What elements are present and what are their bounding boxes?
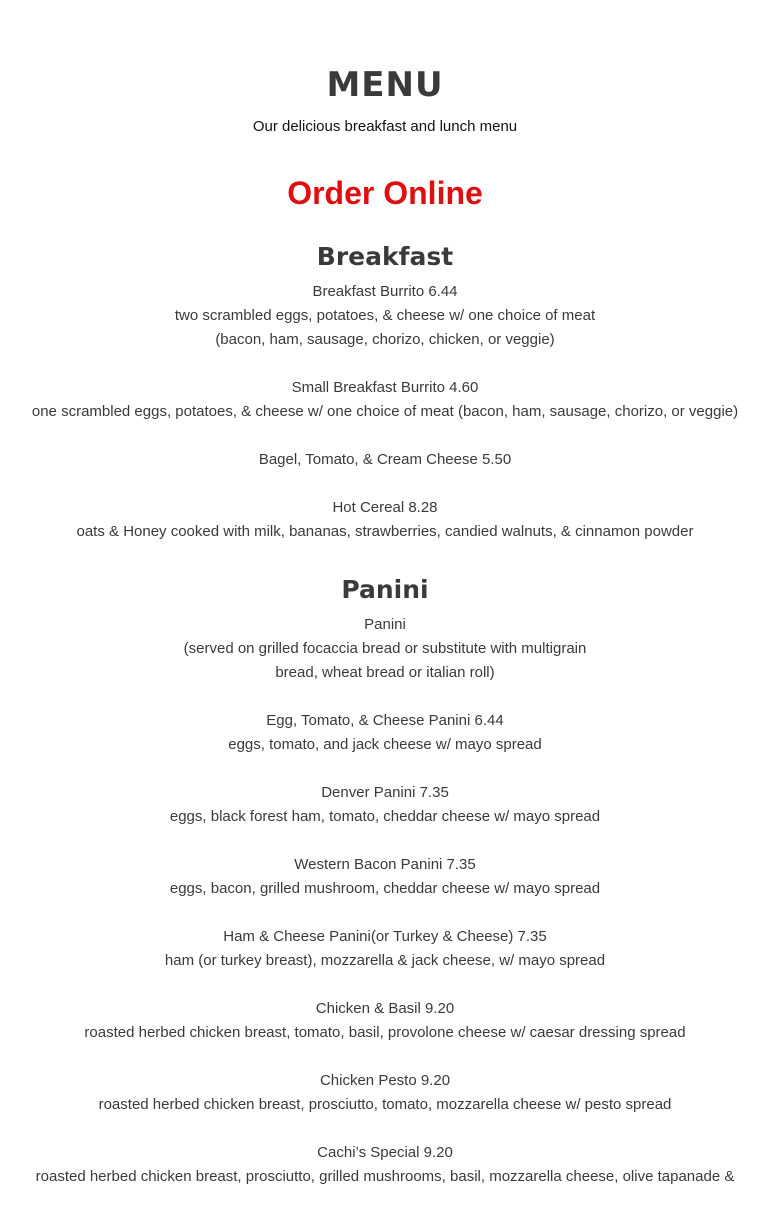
section-title: Panini	[341, 575, 429, 604]
menu-item-name: Ham & Cheese Panini(or Turkey & Cheese) 7.35	[223, 928, 547, 945]
menu-item-name: Cachi’s Special 9.20	[317, 1144, 453, 1161]
menu-item-name: Bagel, Tomato, & Cream Cheese 5.50	[258, 451, 512, 468]
menu-item	[0, 496, 770, 544]
menu-item	[0, 709, 770, 757]
menu-item	[0, 613, 770, 685]
menu-item	[0, 781, 770, 829]
menu-item-description: roasted herbed chicken breast, prosciutto, grilled mushrooms, basil, mozzarella cheese, olive tapanade &	[35, 1168, 735, 1185]
menu-item-description: eggs, black forest ham, tomato, cheddar cheese w/ mayo spread	[169, 808, 601, 825]
menu-item	[0, 448, 770, 472]
menu-item-name: Hot Cereal 8.28	[332, 499, 438, 516]
menu-item-name: Denver Panini 7.35	[321, 784, 449, 801]
menu-item-description: one scrambled eggs, potatoes, & cheese w/ one choice of meat (bacon, ham, sausage, chorizo, or veggie)	[31, 403, 739, 420]
menu-item	[0, 925, 770, 973]
page-title: MENU	[326, 65, 444, 105]
menu-item	[0, 1141, 770, 1189]
menu-item-name: Western Bacon Panini 7.35	[294, 856, 476, 873]
menu-item-name: Small Breakfast Burrito 4.60	[291, 379, 479, 396]
menu-item-list	[0, 280, 770, 544]
menu-item-description: (bacon, ham, sausage, chorizo, chicken, or veggie)	[215, 331, 555, 348]
section-breakfast	[0, 240, 770, 568]
menu-item	[0, 1069, 770, 1117]
menu-item	[0, 997, 770, 1045]
menu-item-name: Chicken & Basil 9.20	[315, 1000, 455, 1017]
menu-item-description: eggs, bacon, grilled mushroom, cheddar cheese w/ mayo spread	[169, 880, 601, 897]
menu-item-description: (served on grilled focaccia bread or substitute with multigrain	[183, 640, 587, 657]
menu-item	[0, 280, 770, 352]
section-title: Breakfast	[316, 242, 454, 271]
menu-item-description: bread, wheat bread or italian roll)	[275, 664, 495, 681]
menu-item-description: ham (or turkey breast), mozzarella & jack cheese, w/ mayo spread	[164, 952, 606, 969]
menu-item-description: eggs, tomato, and jack cheese w/ mayo spread	[228, 736, 542, 753]
order-online-link[interactable]: Order Online	[287, 175, 483, 211]
menu-item	[0, 853, 770, 901]
menu-item-name: Breakfast Burrito 6.44	[312, 283, 458, 300]
menu-item-name: Egg, Tomato, & Cheese Panini 6.44	[266, 712, 504, 729]
menu-item-list	[0, 613, 770, 1189]
menu-item-description: roasted herbed chicken breast, prosciutto, tomato, mozzarella cheese w/ pesto spread	[98, 1096, 672, 1113]
menu-item-description: roasted herbed chicken breast, tomato, basil, provolone cheese w/ caesar dressing spread	[84, 1024, 686, 1041]
menu-item-name: Chicken Pesto 9.20	[319, 1072, 451, 1089]
menu-item	[0, 376, 770, 424]
page-subtitle: Our delicious breakfast and lunch menu	[252, 118, 518, 135]
menu-item-description: oats & Honey cooked with milk, bananas, strawberries, candied walnuts, & cinnamon powder	[76, 523, 694, 540]
section-panini	[0, 573, 770, 1213]
menu-item-description: two scrambled eggs, potatoes, & cheese w/ one choice of meat	[174, 307, 596, 324]
menu-item-name: Panini	[364, 616, 406, 633]
